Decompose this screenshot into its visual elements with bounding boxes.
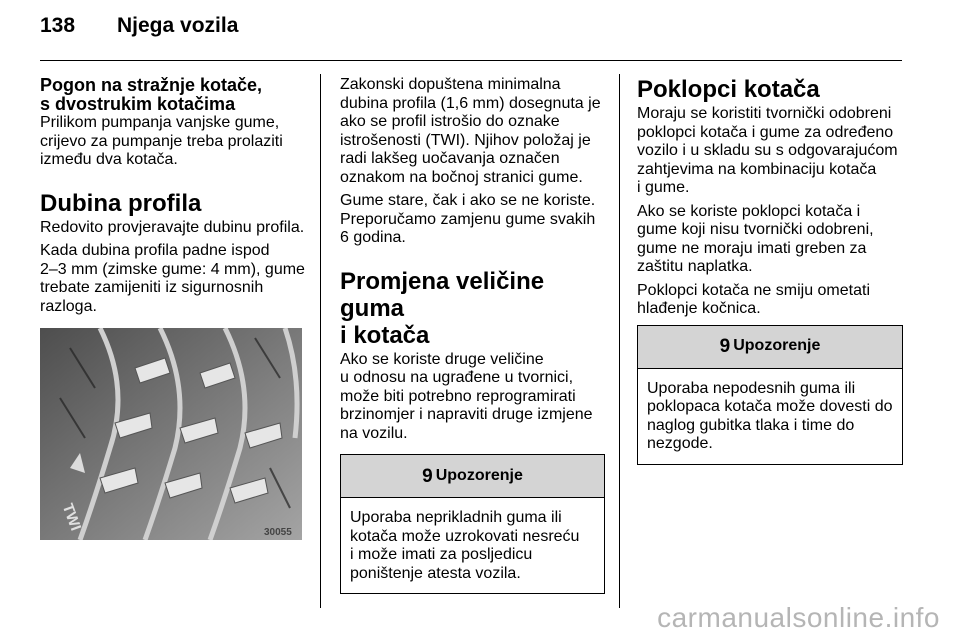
para-tread-depth-2: Kada dubina profila padne ispod 2–3 mm (zimske gume: 4 mm), gume trebate zamijeniti iz sigurnosnih razloga. <box>40 242 305 315</box>
page-title: Njega vozila <box>117 14 239 37</box>
column-3 <box>637 76 903 465</box>
warning-text-2: Uporaba nepodesnih guma ili poklopaca kotača može dovesti do naglog gubitka tlaka i time do nezgode. <box>647 379 893 452</box>
warning-title-1: Upozorenje <box>435 466 523 484</box>
column-2 <box>340 76 605 594</box>
twi-label: TWI <box>58 501 85 533</box>
warning-title-2: Upozorenje <box>733 337 821 355</box>
heading-wheel-covers: Poklopci kotača <box>637 76 820 103</box>
warning-header-2 <box>638 326 902 369</box>
para-wheel-covers-2: Ako se koriste poklopci kotača i gume koji nisu tvornički odobreni, gume ne moraju imati greben za zaštitu naplatka. <box>637 202 874 275</box>
para-rear-wheel-drive: Prilikom pumpanja vanjske gume, crijevo za pumpanje treba prolaziti između dva kotača. <box>40 114 283 168</box>
warning-triangle-icon: 9 <box>719 336 731 357</box>
warning-header-1 <box>341 455 604 498</box>
tire-tread-illustration <box>40 328 302 540</box>
column-divider-1 <box>320 74 321 608</box>
warning-triangle-icon: 9 <box>422 465 433 487</box>
heading-rear-wheel-drive: Pogon na stražnje kotače, s dvostrukim kotačima <box>40 75 263 114</box>
header-rule <box>40 60 902 61</box>
column-1 <box>40 76 308 321</box>
heading-size-change: Promjena veličine guma i kotača <box>340 267 545 349</box>
warning-box-1 <box>340 454 605 594</box>
page-number: 138 <box>40 14 76 37</box>
para-legal-minimum: Zakonski dopuštena minimalna dubina profila (1,6 mm) dosegnuta je ako se profil istrošio do oznake istrošenosti (TWI). Njihov položaj je radi lakšeg uočavanja označen oznakom na bočnoj stranici gume. <box>340 76 601 186</box>
para-tire-age: Gume stare, čak i ako se ne koriste. Preporučamo zamjenu gume svakih 6 godina. <box>340 192 596 246</box>
column-divider-2 <box>619 74 620 608</box>
para-tread-depth-1: Redovito provjeravajte dubinu profila. <box>40 218 305 236</box>
para-size-change: Ako se koriste druge veličine u odnosu na ugrađene u tvornici, može biti potrebno reprogramirati brzinomjer i napraviti druge izmjene na vozilu. <box>340 350 593 442</box>
warning-box-2 <box>637 325 903 465</box>
para-wheel-covers-1: Moraju se koristiti tvornički odobreni poklopci kotača i gume za određeno vozilo i u skladu su s odgovarajućom zahtjevima na kombinaciju kotača i gume. <box>637 105 898 196</box>
watermark: carmanualsonline.info <box>657 602 940 633</box>
heading-tread-depth: Dubina profila <box>40 189 202 217</box>
warning-text-1: Uporaba neprikladnih guma ili kotača može uzrokovati nesreću i može imati za posljedicu poništenje atesta vozila. <box>350 509 580 582</box>
para-wheel-covers-3: Poklopci kotača ne smiju ometati hlađenje kočnica. <box>637 281 870 317</box>
image-code: 30055 <box>264 527 292 538</box>
